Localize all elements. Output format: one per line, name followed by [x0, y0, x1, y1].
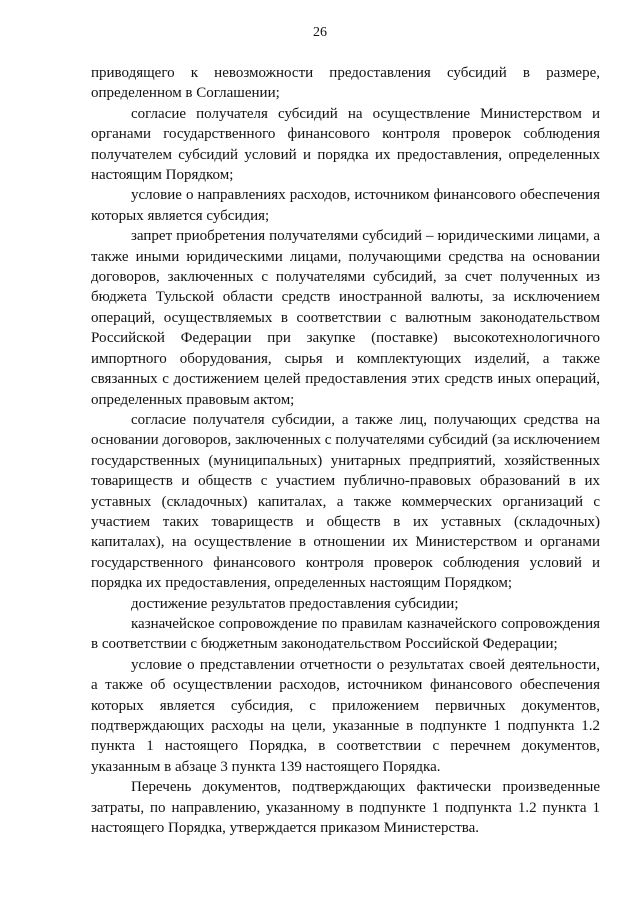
paragraph-documents-list: Перечень документов, подтверждающих фактически произведенные затраты, по направлению, указанному в подпункте 1 подпункта 1.2 пункта 1 настоящего Порядка, утверждается приказом Министерства. [91, 779, 600, 837]
paragraph-recipient-consent: согласие получателя субсидии, а также лиц, получающих средства на основании договоров, заключенных с получателями субсидий (за исключением государственных (муниципальных) унитарных предприятий, хозяйственных товариществ и обществ с участием публично-правовых образований в их уставных (складочных) капиталах, а также коммерческих организаций с участием таких товариществ и обществ в их уставных (складочных) капиталах), на осуществление в отношении их Министерством и органами государственного финансового контроля проверок соблюдения условий и порядка их предоставления, определенных настоящим Порядком; [91, 411, 600, 592]
document-body [91, 63, 600, 838]
paragraph-reporting: условие о представлении отчетности о результатах своей деятельности, а также об осуществлении расходов, источником финансового обеспечения которых является субсидия, с приложением первичных документов, подтверждающих расходы на цели, указанные в подпункте 1 подпункта 1.2 пункта 1 настоящего Порядка, в соответствии с перечнем документов, указанным в абзаце 3 пункта 139 настоящего Порядка. [91, 656, 600, 775]
paragraph-foreign-currency-ban: запрет приобретения получателями субсидий – юридическими лицами, а также иными юридическими лицами, получающими средства на основании договоров, заключенных с получателями субсидий, за счет полученных из бюджета Тульской области средств иностранной валюты, за исключением операций, осуществляемых в соответствии с валютным законодательством Российской Федерации при закупке (поставке) высокотехнологичного импортного оборудования, сырья и комплектующих изделий, а также связанных с достижением целей предоставления этих средств иных операций, определенных правовым актом; [91, 228, 600, 408]
paragraph-inspection-consent: согласие получателя субсидий на осуществление Министерством и органами государственного финансового контроля проверок соблюдения получателем субсидий условий и порядка их предоставления, определенных настоящим Порядком; [91, 105, 600, 184]
paragraph-results: достижение результатов предоставления субсидии; [131, 595, 459, 612]
paragraph-continuation: приводящего к невозможности предоставления субсидий в размере, определенном в Соглашении; [91, 65, 600, 102]
paragraph-treasury-support: казначейское сопровождение по правилам казначейского сопровождения в соответствии с бюджетным законодательством Российской Федерации; [91, 615, 600, 653]
page-number: 26 [313, 25, 327, 40]
paragraph-expense-directions: условие о направлениях расходов, источником финансового обеспечения которых является субсидия; [91, 187, 600, 224]
